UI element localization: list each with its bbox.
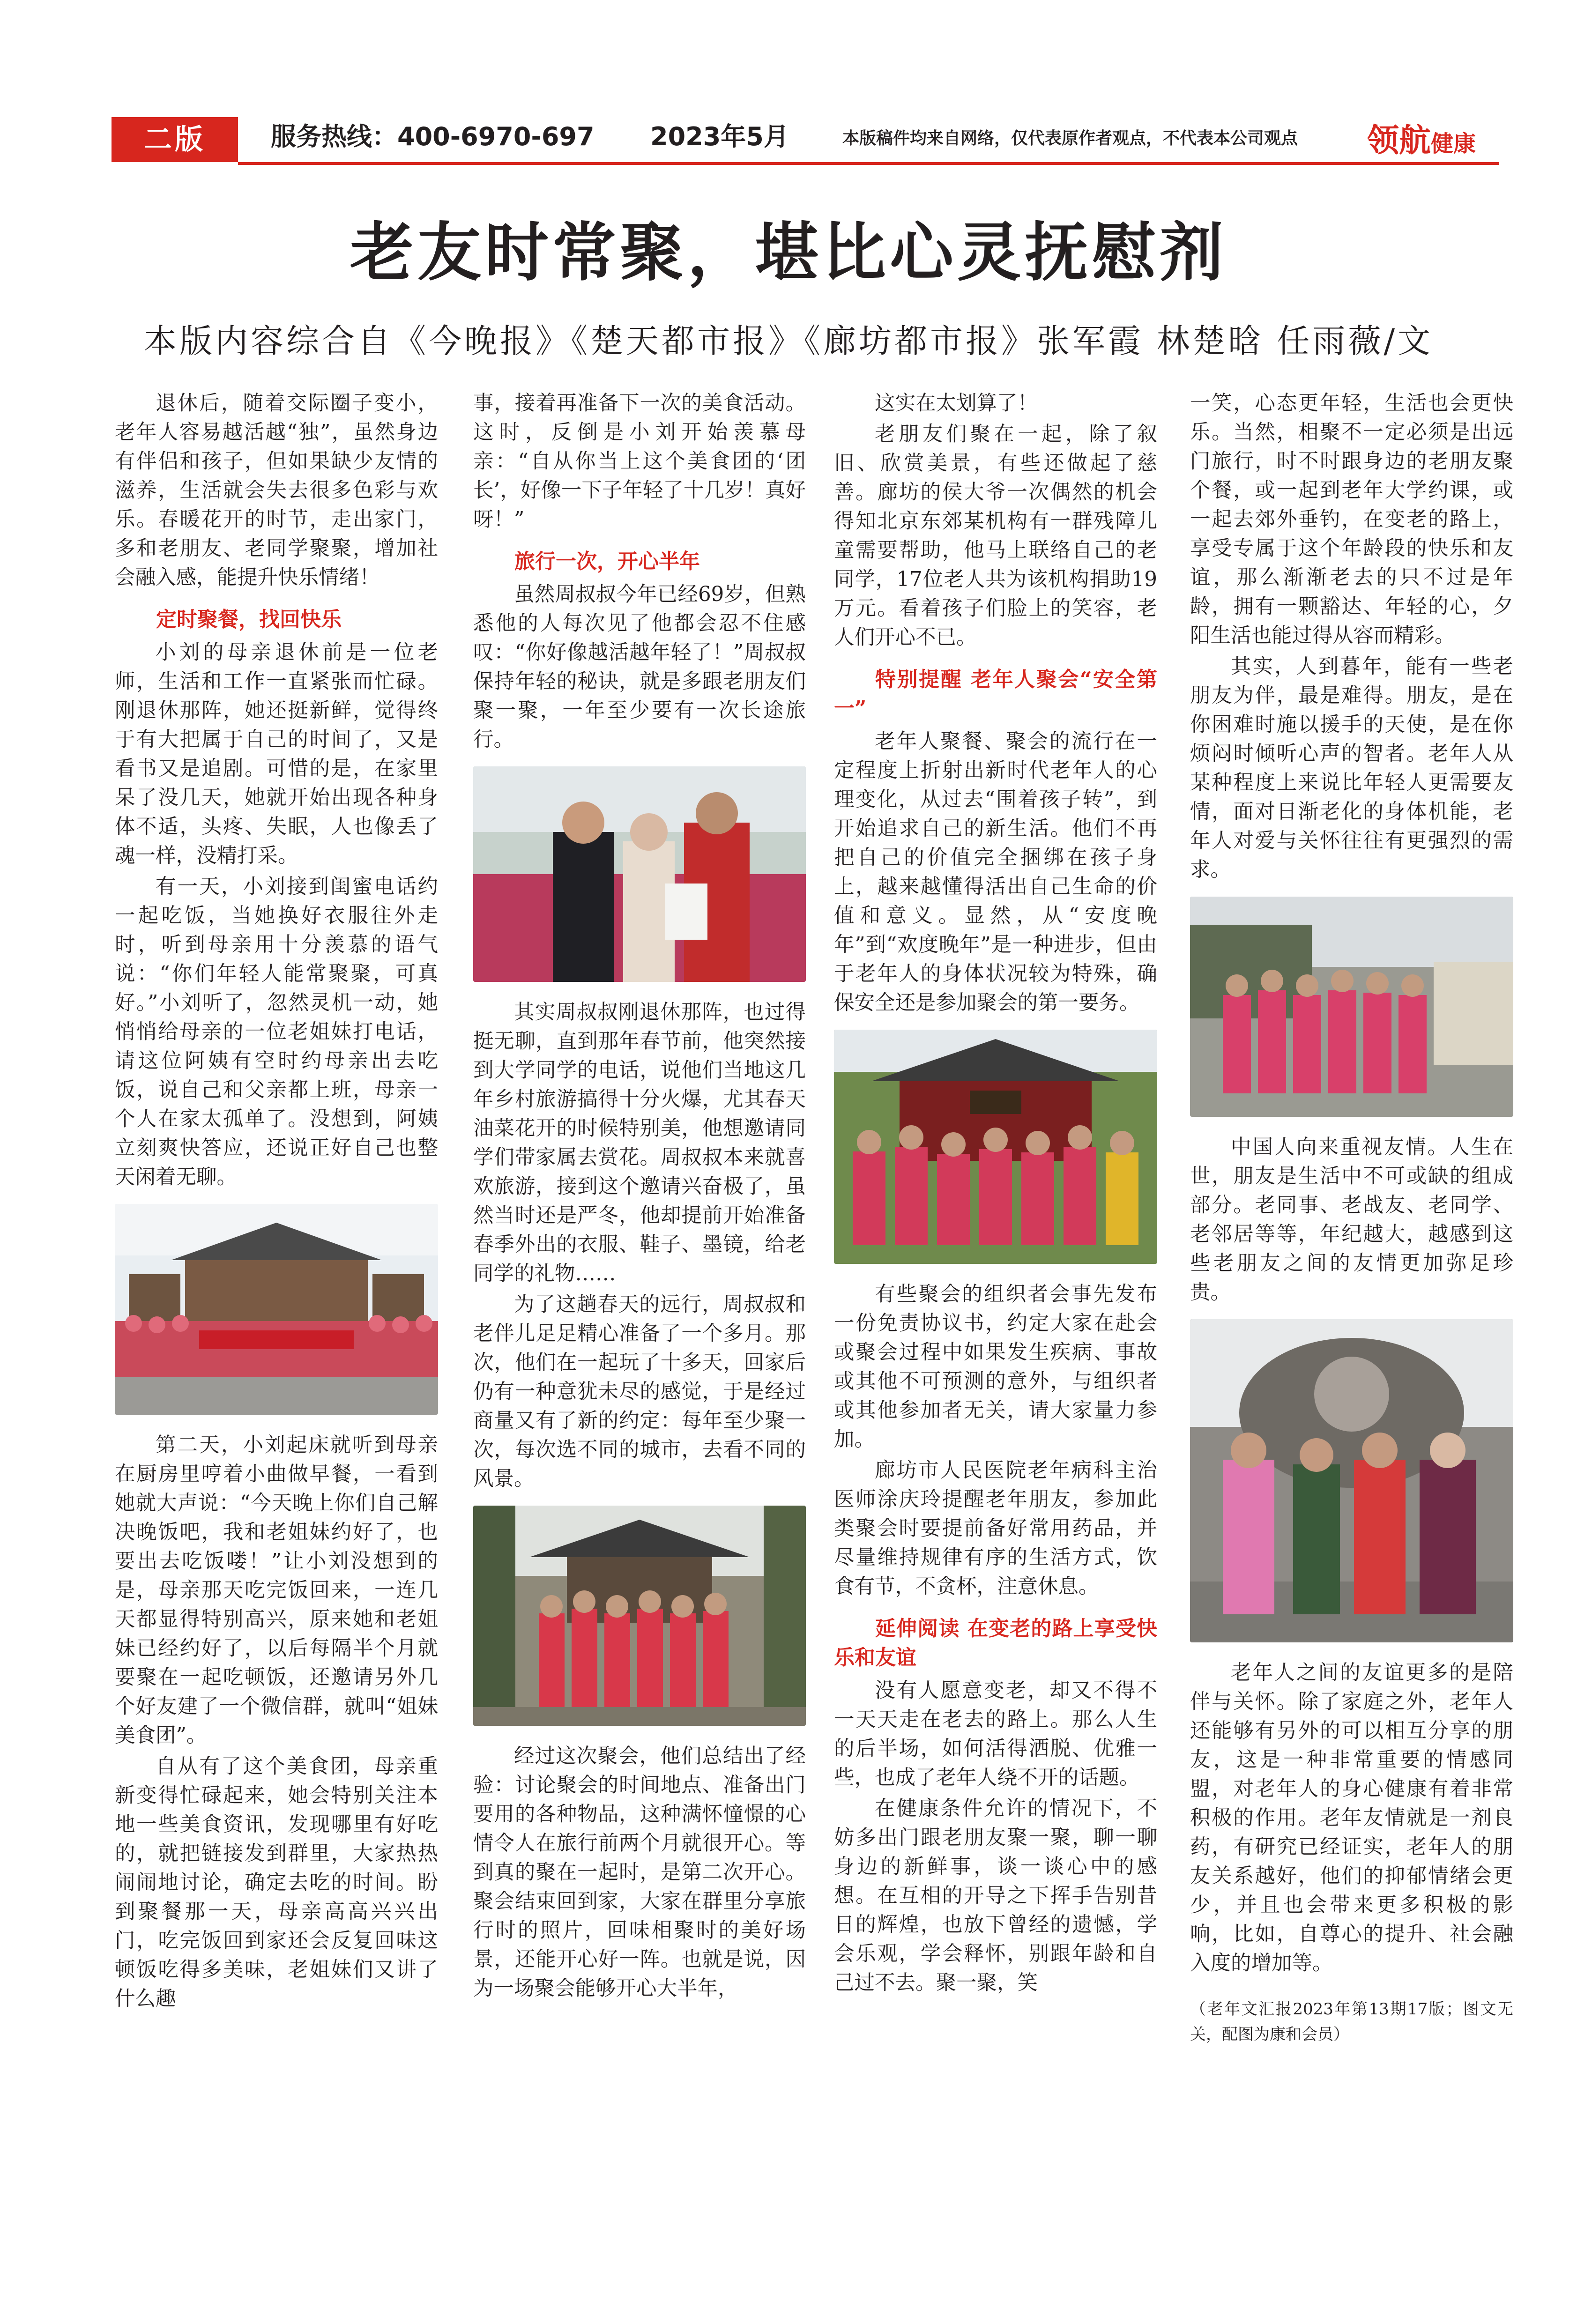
issue-date: 2023年5月 (650, 122, 789, 151)
pavilion-image (834, 1030, 1157, 1264)
paragraph: 第二天，小刘起床就听到母亲在厨房里哼着小曲做早餐，一看到她就大声说：“今天晚上你们自己解决晚饭吧，我和老姐妹约好了，也要出去吃饭喽！”让小刘没想到的是，母亲那天吃完饭回来，一连几天都显得特别高兴，原来她和老姐妹已经约好了，以后每隔半个月就要聚在一起吃顿饭，还邀请另外几个好友建了一个微信群，就叫“姐妹美食团”。 (115, 1433, 438, 1747)
paragraph: 小刘的母亲退休前是一位老师，生活和工作一直紧张而忙碌。刚退休那阵，她还挺新鲜，觉得终于有大把属于自己的时间了，又是看书又是追剧。可惜的是，在家里呆了没几天，她就开始出现各种身体不适，头疼、失眠，人也像丢了魂一样，没精打采。 (115, 641, 438, 868)
paragraph: 自从有了这个美食团，母亲重新变得忙碌起来，她会特别关注本地一些美食资讯，发现哪里有好吃的，就把链接发到群里，大家热热闹闹地讨论，确定去吃的时间。盼到聚餐那一天，母亲高高兴兴出门，吃完饭回到家还会反复回味这顿饭吃得多美味，老姐妹们又讲了什么趣 (115, 1755, 438, 2011)
header-rule (238, 162, 1499, 165)
paragraph: 其实，人到暮年，能有一些老朋友为伴，最是难得。朋友，是在你困难时施以援手的天使，是在你烦闷时倾听心声的智者。老年人从某种程度上来说比年轻人更需要友情，面对日渐老化的身体机能，老年人对爱与关怀往往有更强烈的需求。 (1190, 655, 1513, 882)
paragraph: 虽然周叔叔今年已经69岁，但熟悉他的人每次见了他都会忍不住感叹：“你好像越活越年轻了！”周叔叔保持年轻的秘诀，就是多跟老朋友们聚一聚，一年至少要有一次长途旅行。 (473, 583, 806, 751)
paragraph: 一笑，心态更年轻，生活也会更快乐。当然，相聚不一定必须是出远门旅行，时不时跟身边的老朋友聚个餐，或一起到老年大学约课，或一起去郊外垂钓，在变老的路上，享受专属于这个年龄段的快乐和友谊，那么渐渐老去的只不过是年龄，拥有一颗豁达、年轻的心，夕阳生活也能过得从容而精彩。 (1190, 392, 1513, 647)
paragraph: 老年人聚餐、聚会的流行在一定程度上折射出新时代老年人的心理变化，从过去“围着孩子转”，到开始追求自己的新生活。他们不再把自己的价值完全捆绑在孩子身上，越来越懂得活出自己生命的价值和意义。显然，从“安度晚年”到“欢度晚年”是一种进步，但由于老年人的身体状况较为特殊，确保安全还是参加聚会的第一要务。 (834, 730, 1157, 1015)
column-2 (473, 389, 806, 2005)
service-hotline: 服务热线：400-6970-697 (271, 122, 595, 151)
paragraph: 老朋友们聚在一起，除了叙旧、欣赏美景，有些还做起了慈善。廊坊的侯大爷一次偶然的机会得知北京东郊某机构有一群残障儿童需要帮助，他马上联络自己的老同学，17位老人共为该机构捐助19万元。看着孩子们脸上的笑容，老人们开心不已。 (834, 423, 1157, 649)
paragraph: 为了这趟春天的远行，周叔叔和老伴儿足足精心准备了一个多月。那次，他们在一起玩了十多天，回家后仍有一种意犹未尽的感觉，于是经过商量又有了新的约定：每年至少聚一次，每次选不同的城市，去看不同的风景。 (473, 1293, 806, 1491)
paragraph: 经过这次聚会，他们总结出了经验：讨论聚会的时间地点、准备出门要用的各种物品，这种满怀憧憬的心情令人在旅行前两个月就很开心。等到真的聚在一起时，是第二次开心。聚会结束回到家，大家在群里分享旅行时的照片，回味相聚时的美好场景，还能开心好一阵。也就是说，因为一场聚会能够开心大半年， (473, 1745, 806, 2000)
column-1 (115, 389, 438, 2015)
photo-three-seniors (473, 766, 806, 982)
paragraph: 没有人愿意变老，却又不得不一天天走在老去的路上。那么人生的后半场，如何活得洒脱、优雅一些，也成了老年人绕不开的话题。 (834, 1679, 1157, 1789)
edition-badge: 二版 (112, 117, 238, 162)
ancient-town-image (1190, 897, 1513, 1117)
brand-main: 领航 (1367, 122, 1431, 159)
column-4 (1190, 389, 1513, 2049)
three-seniors-image (473, 766, 806, 982)
brand-logo (1367, 115, 1476, 161)
masthead (112, 109, 1499, 170)
section-heading: 旅行一次，开心半年 (514, 549, 700, 573)
byline: 本版内容综合自《今晚报》《楚天都市报》《廊坊都市报》张军霞 林楚晗 任雨薇/文 (143, 322, 1434, 360)
section-heading: 特别提醒 老年人聚会“安全第一” (834, 668, 1157, 720)
paragraph: 廊坊市人民医院老年病科主治医师涂庆玲提醒老年朋友，参加此类聚会时要提前备好常用药品，并尽量维持规律有序的生活方式，饮食有节，不贪杯，注意休息。 (834, 1459, 1157, 1598)
paragraph: 退休后，随着交际圈子变小，老年人容易越活越“独”，虽然身边有伴侣和孩子，但如果缺少友情的滋养，生活就会失去很多色彩与欢乐。春暖花开的时节，走出家门，多和老朋友、老同学聚聚，增加社会融入感，能提升快乐情绪！ (115, 392, 438, 589)
group-photo-temple (115, 1204, 438, 1415)
group-photo-ancient-street (473, 1506, 806, 1726)
paragraph: 中国人向来重视友情。人生在世，朋友是生活中不可或缺的组成部分。老同事、老战友、老同学、老邻居等等，年纪越大，越感到这些老朋友之间的友情更加弥足珍贵。 (1190, 1136, 1513, 1304)
disclaimer: 本版稿件均来自网络，仅代表原作者观点，不代表本公司观点 (842, 129, 1298, 148)
section-heading: 延伸阅读 在变老的路上享受快乐和友谊 (834, 1617, 1157, 1670)
paragraph: 在健康条件允许的情况下，不妨多出门跟老朋友聚一聚，聊一聊身边的新鲜事，谈一谈心中的感想。在互相的开导之下挥手告别昔日的辉煌，也放下曾经的遗憾，学会乐观，学会释怀，别跟年龄和自己过不去。聚一聚，笑 (834, 1797, 1157, 1995)
paragraph: 事，接着再准备下一次的美食活动。这时，反倒是小刘开始羡慕母亲：“自从你当上这个美食团的‘团长’，好像一下子年轻了十几岁！真好呀！” (473, 392, 806, 531)
column-3 (834, 389, 1157, 1999)
ancient-street-image (473, 1506, 806, 1726)
paragraph: 有一天，小刘接到闺蜜电话约一起吃饭，当她换好衣服往外走时，听到母亲用十分羡慕的语气说：“你们年轻人能常聚聚，可真好。”小刘听了，忽然灵机一动，她悄悄给母亲的一位老姐妹打电话，请这位阿姨有空时约母亲出去吃饭，说自己和父亲都上班，母亲一个人在家太孤单了。没想到，阿姨立刻爽快答应，还说正好自己也整天闲着无聊。 (115, 875, 438, 1189)
paragraph: 老年人之间的友谊更多的是陪伴与关怀。除了家庭之外，老年人还能够有另外的可以相互分享的朋友，这是一种非常重要的情感同盟，对老年人的身心健康有着非常积极的作用。老年友情就是一剂良药，有研究已经证实，老年人的朋友关系越好，他们的抑郁情绪会更少，并且也会带来更多积极的影响，比如，自尊心的提升、社会融入度的增加等。 (1190, 1661, 1513, 1975)
group-photo-ancient-town (1190, 897, 1513, 1117)
temple-photo-image (115, 1204, 438, 1415)
paragraph: 其实周叔叔刚退休那阵，也过得挺无聊，直到那年春节前，他突然接到大学同学的电话，说他们当地这几年乡村旅游搞得十分火爆，尤其春天油菜花开的时候特别美，他想邀请同学们带家属去赏花。周叔叔本来就喜欢旅游，接到这个邀请兴奋极了，虽然当时还是严冬，他却提前开始准备春季外出的衣服、鞋子、墨镜，给老同学的礼物…… (473, 1001, 806, 1285)
brand-sub: 健康 (1431, 131, 1476, 157)
source-note: （老年文汇报2023年第13期17版；图文无关，配图为康和会员） (1190, 2000, 1513, 2044)
paragraph: 这实在太划算了！ (875, 392, 1038, 415)
section-heading: 定时聚餐，找回快乐 (156, 608, 342, 631)
paragraph: 有些聚会的组织者会事先发布一份免责协议书，约定大家在赴会或聚会过程中如果发生疾病、事故或其他不可预测的意外，与组织者或其他参加者无关，请大家量力参加。 (834, 1283, 1157, 1451)
group-photo-pavilion (834, 1030, 1157, 1264)
headline: 老友时常聚，堪比心灵抚慰剂 (350, 216, 1227, 290)
photo-four-seniors-sculpture (1190, 1319, 1513, 1642)
four-seniors-image (1190, 1319, 1513, 1642)
